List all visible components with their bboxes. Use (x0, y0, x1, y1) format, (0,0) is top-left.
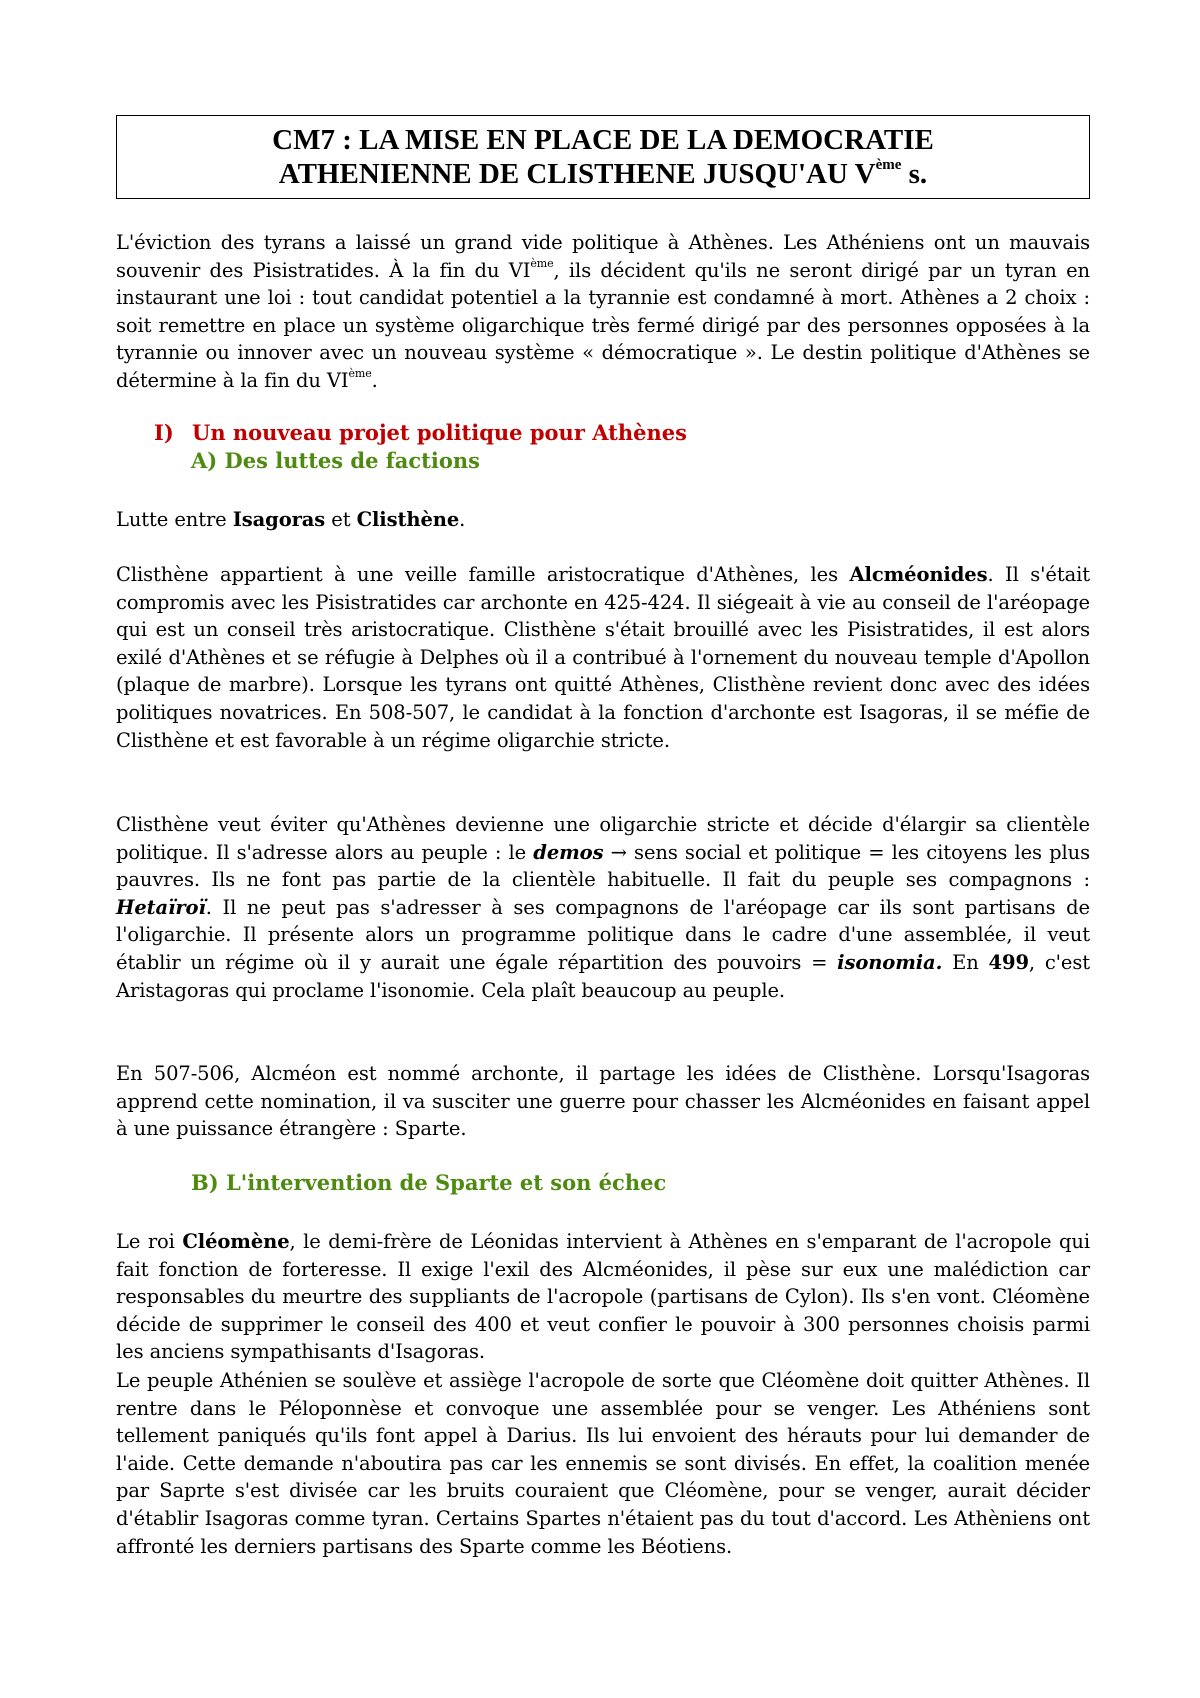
peuple-paragraph: Le peuple Athénien se soulève et assiège l'acropole de sorte que Cléomène doit quitter Athènes. Il rentre dans le Péloponnèse et convoque une assemblée pour se venger. Les Athéniens sont tellement paniqués qu'ils font appel à Darius. Ils lui envoient des hérauts pour lui demander de l'aide. Cette demande n'aboutira pas car les ennemis se sont divisés. En effet, la coalition menée par Saprte s'est divisée car les bruits couraient que Cléomène, pour se venger, aurait décider d'établir Isagoras comme tyran. Certains Spartes n'étaient pas du tout d'accord. Les Athèniens ont affronté les derniers partisans des Sparte comme les Béotiens. (116, 1369, 1090, 1558)
demos-text-d: En (942, 950, 989, 974)
intro-superscript-2: ème (348, 367, 372, 381)
lutte-text-a: Lutte entre (116, 508, 233, 531)
clisthene-text-b: . Il s'était compromis avec les Pisistratides car archonte en 425-424. Il siégeait à vie au conseil de l'aréopage qui est un conseil très aristocratique. Clisthène s'était brouillé avec les Pisistratides, il est alors exilé d'Athènes et se réfugie à Delphes où il a contribué à l'ornement du nouveau temple d'Apollon (plaque de marbre). Lorsque les tyrans ont quitté Athènes, Clisthène revient donc avec des idées politiques novatrices. En 508-507, le candidat à la fonction d'archonte est Isagoras, il se méfie de Clisthène et est favorable à un régime oligarchie stricte. (116, 563, 1090, 752)
title-line-1: CM7 : LA MISE EN PLACE DE LA DEMOCRATIE (272, 124, 934, 156)
term-hetairoi: Hetaïroï (116, 895, 206, 919)
intro-text-c: . (371, 368, 378, 392)
lutte-text-c: . (459, 508, 466, 531)
demos-text-b: sens social et politique = les citoyens les plus pauvres. Ils ne font pas partie de la clientèle habituelle. Il fait du peuple ses compagnons : (116, 840, 1091, 892)
term-cleomene: Cléomène (182, 1230, 290, 1253)
term-alcmeonides: Alcméonides (849, 563, 988, 586)
term-demos: demos (533, 840, 604, 864)
term-clisthene: Clisthène (356, 508, 460, 531)
title-line-2-text: ATHENIENNE DE CLISTHENE JUSQU'AU V (278, 158, 876, 190)
cleomene-paragraph (116, 1228, 1090, 1366)
term-year-499: 499 (988, 950, 1029, 974)
section-I-number: I) (154, 420, 174, 445)
lutte-paragraph (116, 506, 1090, 534)
arrow-icon: → (603, 840, 635, 864)
clisthene-paragraph (116, 561, 1090, 754)
demos-text-a: Clisthène veut éviter qu'Athènes devienne une oligarchie stricte et décide d'élargir sa clientèle politique. Il s'adresse alors au peuple : le (116, 813, 1090, 864)
lutte-text-b: et (325, 508, 357, 531)
demos-text-e: , c'est Aristagoras qui proclame l'isonomie. Cela plaît beaucoup au peuple. (116, 950, 1090, 1002)
title-line-2 (117, 157, 1089, 196)
section-I-title: Un nouveau projet politique pour Athènes (192, 420, 687, 445)
alcmeon-paragraph: En 507-506, Alcméon est nommé archonte, il partage les idées de Clisthène. Lorsqu'Isagoras apprend cette nomination, il va susciter une guerre pour chasser les Alcméonides en faisant appel à une puissance étrangère : Sparte. (116, 1062, 1090, 1141)
term-isagoras: Isagoras (232, 508, 326, 531)
section-B-heading: B) L'intervention de Sparte et son échec (191, 1170, 667, 1195)
term-isonomia: isonomia. (837, 950, 943, 974)
clisthene-text-a: Clisthène appartient à une veille famille aristocratique d'Athènes, les (116, 563, 850, 586)
cleomene-text-b: , le demi-frère de Léonidas intervient à Athènes en s'emparant de l'acropole qui fait fonction de forteresse. Il exige l'exil des Alcméonides, il pèse sur eux une malédiction car responsables du meurtre des suppliants de l'acropole (partisans de Cylon). Ils s'en vont. Cléomène décide de supprimer le conseil des 400 et veut confier le pouvoir à 300 personnes choisis parmi les anciens sympathisants d'Isagoras. (116, 1230, 1090, 1364)
intro-text-b: , ils décident qu'ils ne seront dirigé par un tyran en instaurant une loi : tout candidat potentiel a la tyrannie est condamné à mort. Athènes a 2 choix : soit remettre en place un système oligarchique très fermé dirigé par des personnes opposées à la tyrannie ou innover avec un nouveau système « démocratique ». Le destin politique d'Athènes se détermine à la fin du VI (116, 258, 1090, 392)
intro-text-a: L'éviction des tyrans a laissé un grand vide politique à Athènes. Les Athéniens ont un mauvais souvenir des Pisistratides. À la fin du VI (116, 231, 1090, 282)
section-A-heading: A) Des luttes de factions (191, 448, 480, 473)
intro-superscript-1: ème (530, 257, 554, 271)
intro-paragraph (116, 229, 1090, 395)
title-superscript: ème (875, 157, 902, 173)
section-I-heading (154, 420, 687, 445)
title-line-2-end: s. (901, 158, 928, 190)
document-title (116, 115, 1090, 199)
demos-paragraph (116, 811, 1090, 1004)
cleomene-text-a: Le roi (116, 1230, 183, 1253)
demos-text-c: . Il ne peut pas s'adresser à ses compagnons de l'aréopage car ils sont partisans de l'oligarchie. Il présente alors un programme politique dans le cadre d'une assemblée, il veut établir un régime où il y aurait une égale répartition des pouvoirs = (116, 895, 1090, 974)
